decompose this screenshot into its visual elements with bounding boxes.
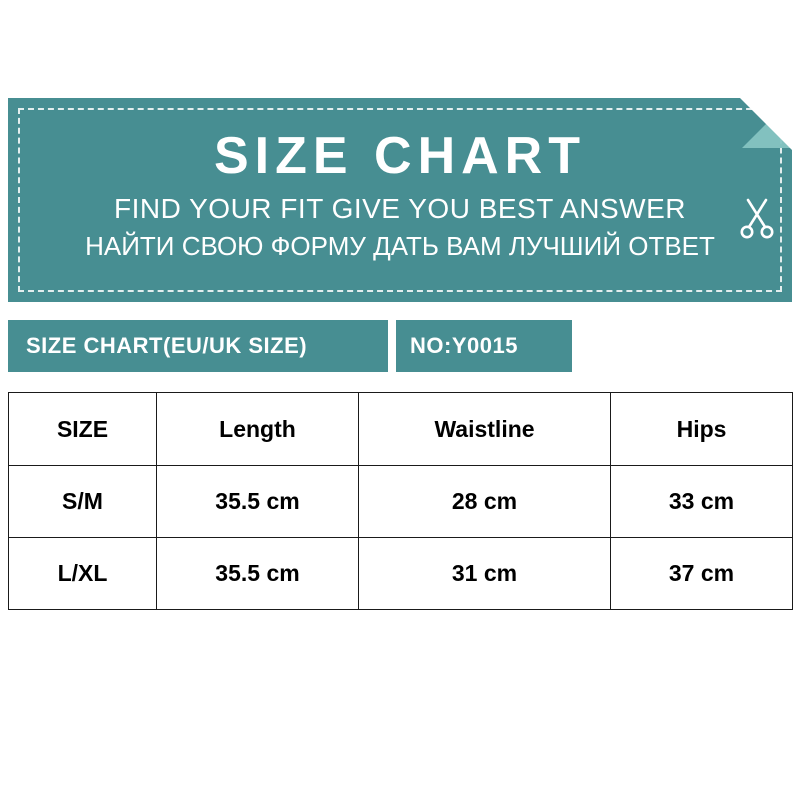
cell-length: 35.5 cm bbox=[157, 538, 359, 610]
cell-size: S/M bbox=[9, 466, 157, 538]
table-row bbox=[9, 538, 793, 610]
scissors-icon bbox=[740, 194, 774, 240]
table-row bbox=[9, 466, 793, 538]
column-header-hips: Hips bbox=[611, 393, 793, 466]
cell-size: L/XL bbox=[9, 538, 157, 610]
banner bbox=[8, 98, 792, 302]
banner-subtitle-en: FIND YOUR FIT GIVE YOU BEST ANSWER bbox=[114, 193, 686, 224]
cell-hips: 33 cm bbox=[611, 466, 793, 538]
cell-waistline: 31 cm bbox=[359, 538, 611, 610]
page-title: SIZE CHART bbox=[214, 127, 586, 185]
column-header-length: Length bbox=[157, 393, 359, 466]
tab-model-number[interactable]: NO:Y0015 bbox=[396, 320, 572, 372]
column-header-size: SIZE bbox=[9, 393, 157, 466]
size-table bbox=[8, 392, 793, 610]
tab-bar bbox=[8, 320, 572, 372]
banner-subtitle-ru: НАЙТИ СВОЮ ФОРМУ ДАТЬ ВАМ ЛУЧШИЙ ОТВЕТ bbox=[85, 231, 715, 261]
cell-waistline: 28 cm bbox=[359, 466, 611, 538]
banner-text-block bbox=[8, 126, 792, 264]
cell-length: 35.5 cm bbox=[157, 466, 359, 538]
column-header-waistline: Waistline bbox=[359, 393, 611, 466]
tab-size-chart[interactable]: SIZE CHART(EU/UK SIZE) bbox=[8, 320, 388, 372]
cell-hips: 37 cm bbox=[611, 538, 793, 610]
table-header-row bbox=[9, 393, 793, 466]
